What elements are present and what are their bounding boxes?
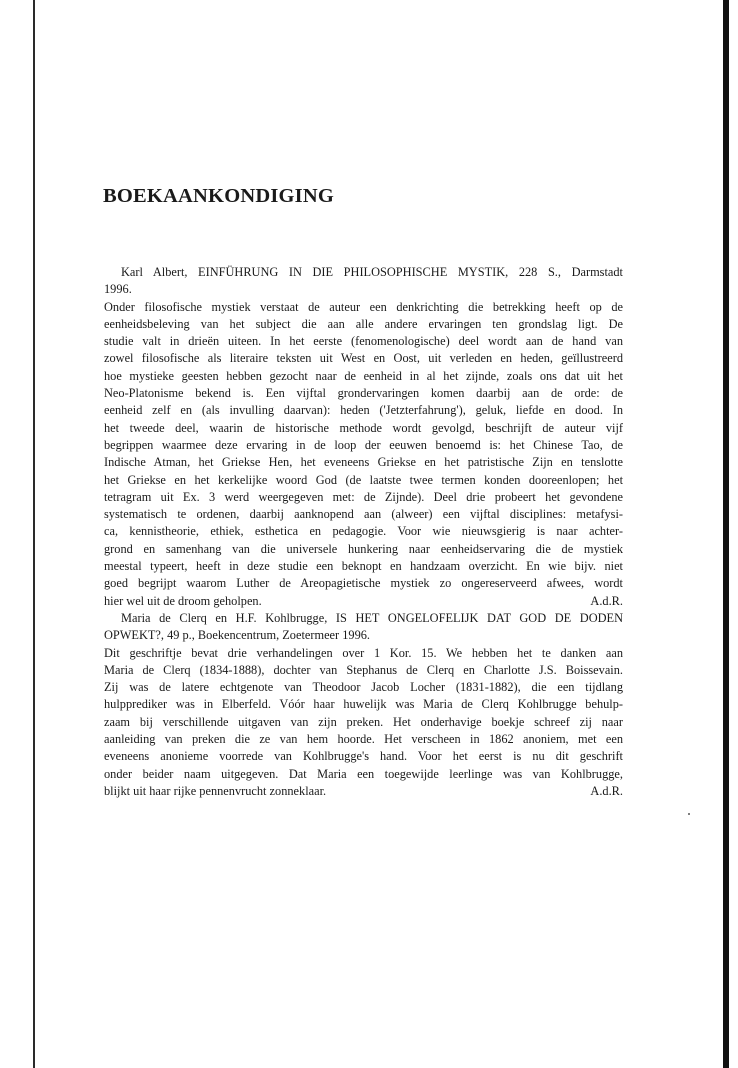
body-line: goed begrijpt waarom Luther de Areopagietische mystiek zo ongereserveerd afwees, wordt <box>104 576 623 591</box>
body-line: hoe mystieke geesten hebben gezocht naar de eenheid in al het zijnde, zoals ons dat uit het <box>104 368 623 383</box>
body-line: Maria de Clerq (1834-1888), dochter van Stephanus de Clerq en Charlotte J.S. Boissevain. <box>104 662 623 677</box>
citation-line: 1996. <box>104 282 132 297</box>
body-last-line <box>104 593 623 610</box>
page-right-edge <box>723 0 729 1068</box>
body-line: Dit geschriftje bevat drie verhandelingen over 1 Kor. 15. We hebben het te danken aan <box>104 645 623 660</box>
body-line: het tweede deel, waarin de historische methode wordt gevolgd, beschrijft de auteur vijf <box>104 420 623 435</box>
review-clerq <box>104 610 623 800</box>
citation-line: Maria de Clerq en H.F. Kohlbrugge, IS HET ONGELOFELIJK DAT GOD DE DODEN <box>121 610 623 625</box>
review-albert-citation <box>104 264 623 299</box>
review-clerq-body <box>104 645 623 801</box>
reviewer-signature: A.d.R. <box>590 783 623 798</box>
body-last-line <box>104 783 623 800</box>
body-line: eenheid zelf en (als invulling daarvan): heden ('Jetzterfahrung'), geluk, liefde en dood. In <box>104 403 623 418</box>
body-line: onder beider naam uitgegeven. Dat Maria een toegewijde leerlinge was van Kohlbrugge, <box>104 766 623 781</box>
body-line: grond en samenhang van die universele hunkering naar eenheidservaring die de mystiek <box>104 541 623 556</box>
body-line: hulpprediker was in Elberfeld. Vóór haar huwelijk was Maria de Clerq Kohlbrugge behulp- <box>104 697 623 712</box>
reviewer-signature: A.d.R. <box>590 593 623 608</box>
body-line: zowel filosofische als literaire teksten uit West en Oost, uit verleden en heden, geïllustreerd <box>104 351 623 366</box>
body-line: Zij was de latere echtgenote van Theodoor Jacob Locher (1831-1882), die een tijdlang <box>104 680 623 695</box>
scan-speck <box>688 813 690 815</box>
body-line: tetragram uit Ex. 3 werd weergegeven met: de Zijnde). Deel drie probeert het gevondene <box>104 489 623 504</box>
review-clerq-citation <box>104 610 623 645</box>
body-line: Indische Atman, het Griekse Hen, het eveneens Griekse en het patristische Zijn en tenslotte <box>104 455 623 470</box>
page-title: BOEKAANKONDIGING <box>103 185 335 207</box>
body-line: eenheidsbeleving van het subject die aan alle andere ervaringen ten grondslag ligt. De <box>104 316 623 331</box>
page-left-edge <box>33 0 35 1068</box>
body-line: begrippen waarmee deze ervaring in de loop der eeuwen benoemd is: het Chinese Tao, de <box>104 437 623 452</box>
body-line: aanleiding van preken die ze van hem hoorde. Het verscheen in 1862 anoniem, met een <box>104 732 623 747</box>
body-line: hier wel uit de droom geholpen. <box>104 593 262 608</box>
citation-line: Karl Albert, EINFÜHRUNG IN DIE PHILOSOPHISCHE MYSTIK, 228 S., Darmstadt <box>121 265 623 279</box>
body-line: zaam bij verschillende uitgaven van zijn preken. Het onderhavige boekje schreef zij naar <box>104 714 623 729</box>
body-line: studie valt in drieën uiteen. In het eerste (fenomenologische) deel wordt aan de hand van <box>104 334 623 349</box>
body-line: Onder filosofische mystiek verstaat de auteur een denkrichting die betrekking heeft op de <box>104 299 623 314</box>
body-line: blijkt uit haar rijke pennenvrucht zonneklaar. <box>104 783 327 798</box>
citation-line: OPWEKT?, 49 p., Boekencentrum, Zoetermeer 1996. <box>104 628 370 643</box>
body-line: meestal typeert, heeft in deze studie een beknopt en handzaam overzicht. En wie bijv. niet <box>104 559 623 574</box>
body-line: Neo-Platonisme bekend is. Een vijftal grondervaringen komen daarbij aan de orde: de <box>104 386 623 401</box>
review-albert <box>104 264 623 610</box>
body-line: systematisch te ordenen, daarbij aanknopend aan (alweer) een vijftal disciplines: metafysi- <box>104 507 623 522</box>
review-content <box>104 264 623 800</box>
body-line: ca, kennistheorie, ethiek, esthetica en pedagogie. Voor wie nieuwsgierig is naar achter- <box>104 524 623 539</box>
body-line: het Griekse en het kerkelijke woord God (de laatste twee termen konden dooreenlopen; het <box>104 472 623 487</box>
body-line: eveneens anonieme voorrede van Kohlbrugge's hand. Voor het eerst is nu dit geschrift <box>104 749 623 764</box>
review-albert-body <box>104 299 623 610</box>
